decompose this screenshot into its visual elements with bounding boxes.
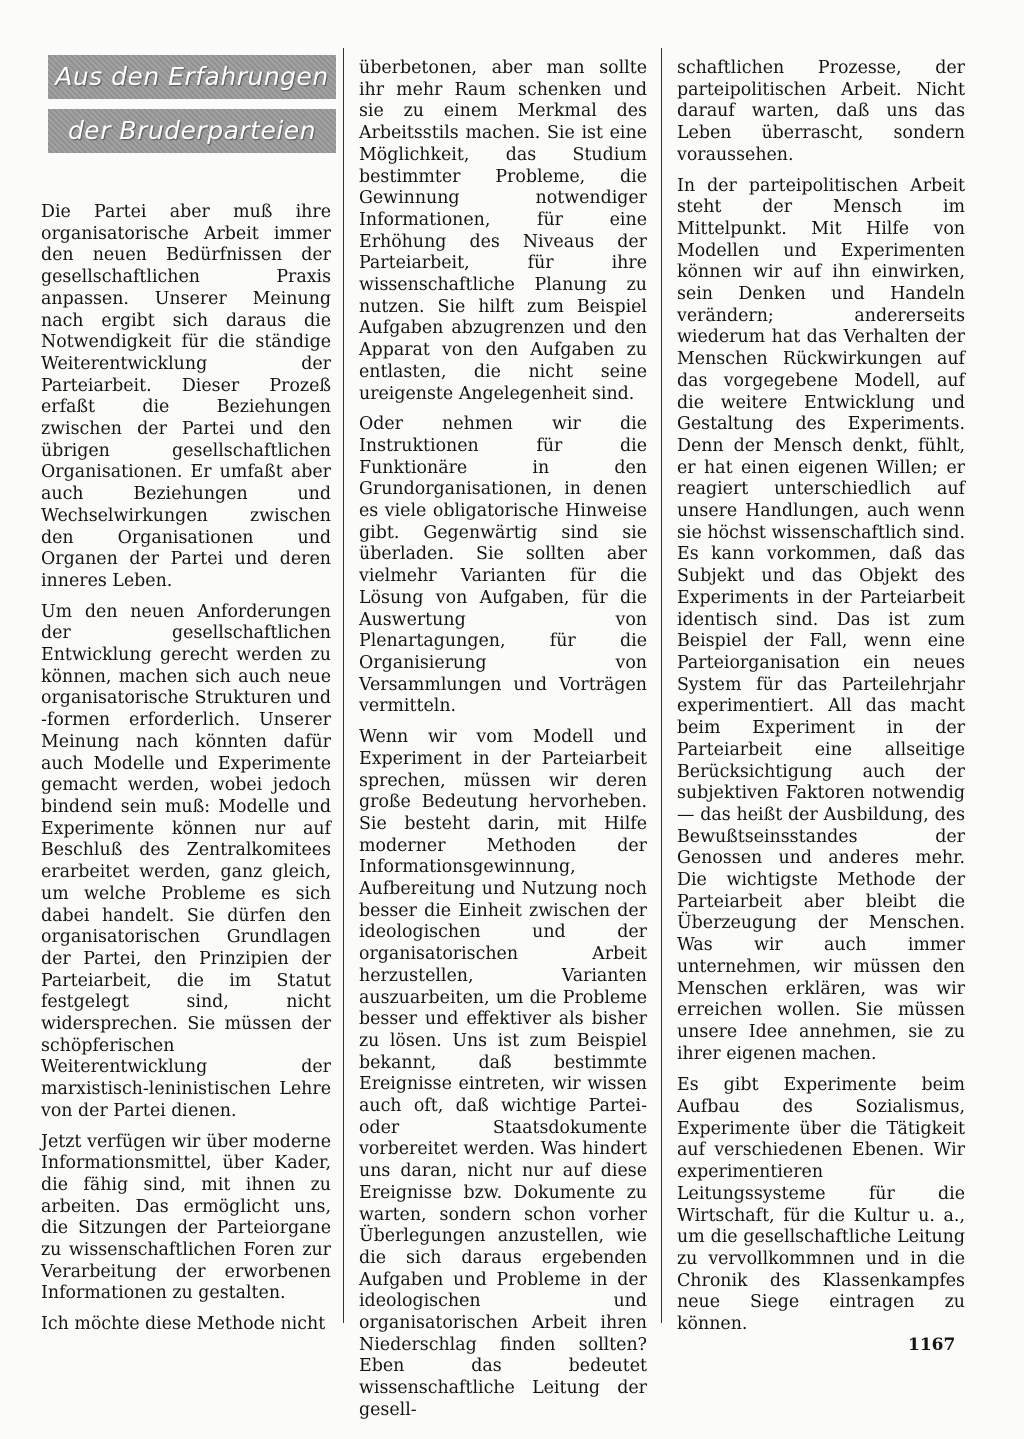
paragraph: schaftlichen Prozesse, der parteipolitischen Arbeit. Nicht darauf warten, daß uns das Leben überrascht, sondern voraussehen. (677, 58, 965, 165)
header-line-2: der Bruderparteien (48, 109, 336, 153)
column-divider (661, 48, 662, 1323)
paragraph: Es gibt Experimente beim Aufbau des Sozialismus, Experimente über die Tätigkeit auf verschiedenen Ebenen. Wir experimentieren Leitungssysteme für die Wirtschaft, für die Kultur u. a., um die gesellschaftliche Leitung zu vervollkommnen und in die Chronik des Klassenkampfes neue Siege eintragen zu können. (677, 1075, 965, 1335)
paragraph: Ich möchte diese Methode nicht (41, 1314, 326, 1335)
header-line-1: Aus den Erfahrungen (48, 55, 336, 99)
paragraph: Oder nehmen wir die Instruktionen für die Funktionäre in den Grundorganisationen, in denen es viele obligatorische Hinweise gibt. Gegenwärtig sind sie überladen. Sie sollten aber vielmehr Varianten für die Lösung von Aufgaben, für die Auswertung von Plenartagungen, für die Organisierung von Versammlungen und Vorträgen vermitteln. (359, 414, 647, 717)
page-number: 1167 (908, 1335, 956, 1355)
text-column-1 (41, 202, 331, 1345)
section-header (48, 55, 336, 153)
column-divider (343, 48, 344, 1323)
paragraph: Die Partei aber muß ihre organisatorische Arbeit immer den neuen Bedürfnissen der gesellschaftlichen Praxis anpassen. Unserer Meinung nach ergibt sich daraus die Notwendigkeit für die ständige Weiterentwicklung der Parteiarbeit. Dieser Prozeß erfaßt die Beziehungen zwischen der Partei und den übrigen gesellschaftlichen Organisationen. Er umfaßt aber auch Beziehungen und Wechselwirkungen zwischen den Organisationen und Organen der Partei und deren inneres Leben. (41, 202, 331, 591)
text-column-2 (359, 58, 647, 1431)
paragraph: Um den neuen Anforderungen der gesellschaftlichen Entwicklung gerecht werden zu können, machen sich auch neue organisatorische Strukturen und -formen erforderlich. Unserer Meinung nach könnten dafür auch Modelle und Experimente gemacht werden, wobei jedoch bindend sein muß: Modelle und Experimente können nur auf Beschluß des Zentralkomitees erarbeitet werden, ganz gleich, um welche Probleme es sich dabei handelt. Sie dürfen den organisatorischen Grundlagen der Partei, den Prinzipien der Parteiarbeit, die im Statut festgelegt sind, nicht widersprechen. Sie müssen der schöpferischen Weiterentwicklung der marxistisch-leninistischen Lehre von der Partei dienen. (41, 601, 331, 1121)
paragraph: Jetzt verfügen wir über moderne Informationsmittel, über Kader, die fähig sind, mit ihnen zu arbeiten. Das ermöglicht uns, die Sitzungen der Parteiorgane zu wissenschaftlichen Foren zur Verarbeitung der erworbenen Informationen zu gestalten. (41, 1131, 331, 1304)
text-column-3 (677, 58, 965, 1345)
paragraph: Wenn wir vom Modell und Experiment in der Parteiarbeit sprechen, müssen wir deren große Bedeutung hervorheben. Sie besteht darin, mit Hilfe moderner Methoden der Informationsgewinnung, Aufbereitung und Nutzung noch besser die Einheit zwischen der ideologischen und der organisatorischen Arbeit herzustellen, Varianten auszuarbeiten, um die Probleme besser und effektiver als bisher zu lösen. Uns ist zum Beispiel bekannt, daß bestimmte Ereignisse eintreten, wir wissen auch oft, daß wichtige Partei- oder Staatsdokumente vorbereitet werden. Was hindert uns daran, nicht nur auf diese Ereignisse bzw. Dokumente zu warten, sondern schon vorher Überlegungen anzustellen, wie die sich daraus ergebenden Aufgaben und Probleme in der ideologischen und organisatorischen Arbeit ihren Niederschlag finden sollten? Eben das bedeutet wissenschaftliche Leitung der gesell- (359, 727, 647, 1420)
paragraph: überbetonen, aber man sollte ihr mehr Raum schenken und sie zu einem Merkmal des Arbeitsstils machen. Sie ist eine Möglichkeit, das Studium bestimmter Probleme, die Gewinnung notwendiger Informationen, für eine Erhöhung des Niveaus der Parteiarbeit, für ihre wissenschaftliche Planung zu nutzen. Sie hilft zum Beispiel Aufgaben abzugrenzen und den Apparat von den Aufgaben zu entlasten, die nicht seine ureigenste Angelegenheit sind. (359, 58, 647, 404)
paragraph: In der parteipolitischen Arbeit steht der Mensch im Mittelpunkt. Mit Hilfe von Modellen und Experimenten können wir auf ihn einwirken, sein Denken und Handeln verändern; andererseits wiederum hat das Verhalten der Menschen Rückwirkungen auf das vorgegebene Modell, auf die weitere Entwicklung und Gestaltung des Experiments. Denn der Mensch denkt, fühlt, er hat einen eigenen Willen; er reagiert unterschiedlich auf unsere Handlungen, auch wenn sie höchst wissenschaftlich sind. Es kann vorkommen, daß das Subjekt und das Objekt des Experiments in der Parteiarbeit identisch sind. Das ist zum Beispiel der Fall, wenn eine Parteiorganisation ein neues System für das Parteilehrjahr experimentiert. All das macht beim Experiment in der Parteiarbeit eine allseitige Berücksichtigung auch der subjektiven Faktoren notwendig — das heißt der Ausbildung, des Bewußtseinsstandes der Genossen und anderes mehr. Die wichtigste Methode der Parteiarbeit aber bleibt die Überzeugung der Menschen. Was wir auch immer unternehmen, wir müssen den Menschen erklären, was wir erreichen wollen. Sie müssen unsere Idee annehmen, sie zu ihrer eigenen machen. (677, 175, 965, 1064)
